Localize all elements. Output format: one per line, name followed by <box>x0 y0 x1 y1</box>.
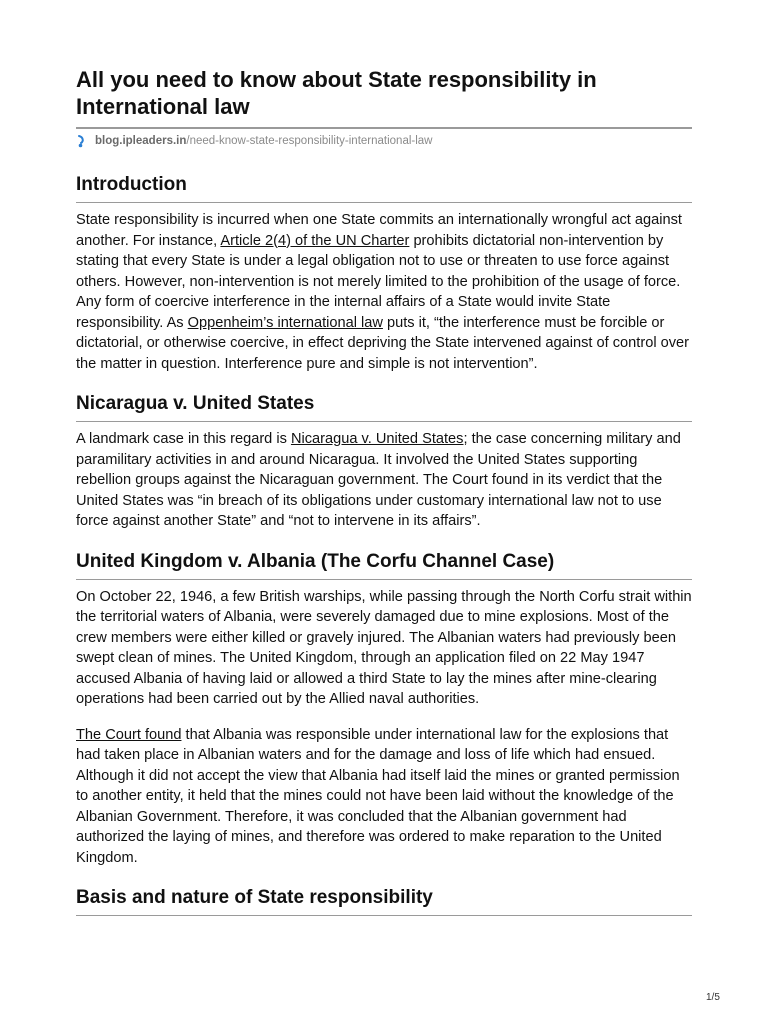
section-heading-corfu: United Kingdom v. Albania (The Corfu Channel Case) <box>76 550 555 572</box>
intro-paragraph <box>76 210 692 374</box>
section-divider <box>76 579 692 580</box>
section-heading-basis: Basis and nature of State responsibility <box>76 887 433 908</box>
un-charter-link[interactable]: Article 2(4) of the UN Charter <box>220 232 410 249</box>
court-found-link[interactable]: The Court found <box>76 726 182 743</box>
section-heading-introduction: Introduction <box>76 174 187 195</box>
nicaragua-case-link[interactable]: Nicaragua v. United States <box>290 431 464 447</box>
corfu-text-2: that Albania was responsible under international law for the explosions that had taken place in Albanian waters and for the damage and loss of life which had ensued. Although it did not accept the view that Albania had itself laid the mines or granted permission to another entity, it held that the mines could not have been laid without the knowledge of the Albanian Government. Therefore, it was concluded that the Albanian government had authorized the laying of mines, and therefore was ordered to make reparation to the United Kingdom. <box>76 726 680 866</box>
corfu-paragraph-2 <box>76 725 692 869</box>
intro-text-1: State responsibility is incurred when one State commits an internationally wrongful act against another. For instance, <box>76 212 682 249</box>
section-divider <box>76 421 692 422</box>
source-path: /need-know-state-responsibility-international-law <box>186 135 433 147</box>
nicaragua-paragraph <box>76 429 692 532</box>
link-icon <box>76 134 88 148</box>
intro-text-2: prohibits dictatorial non-intervention by stating that every State is under a legal obligation not to use or threaten to use force against others. However, non-intervention is not merely limited to the prohibition of the usage of force. Any form of coercive interference in the internal affairs of a State would invite State responsibility. As <box>76 232 681 331</box>
title-divider <box>76 127 692 129</box>
page-number: 1/5 <box>706 992 720 1003</box>
article <box>76 0 692 916</box>
intro-text-3: puts it, “the interference must be forcible or dictatorial, or otherwise coercive, in effect depriving the State intervened against of control over the matter in question. Interference pure and simple is not intervention”. <box>76 314 690 372</box>
section-divider <box>76 202 692 203</box>
source-domain: blog.ipleaders.in <box>95 135 187 147</box>
oppenheim-link[interactable]: Oppenheim’s international law <box>187 314 383 331</box>
nicaragua-text-2: ; the case concerning military and paramilitary activities in and around Nicaragua. It involved the United States supporting rebellion groups against the Nicaraguan government. The Court found in its verdict that the United States was “in breach of its obligations under customary international law not to use force against another State” and “not to intervene in its affairs”. <box>76 431 681 529</box>
section-heading-nicaragua: Nicaragua v. United States <box>76 393 315 414</box>
source-url[interactable] <box>76 133 692 149</box>
section-divider <box>76 915 692 916</box>
page-title: All you need to know about State responsibility in International law <box>76 67 597 119</box>
corfu-paragraph-1: On October 22, 1946, a few British warships, while passing through the North Corfu strait within the territorial waters of Albania, were severely damaged due to mine explosions. Most of the crew members were either killed or gravely injured. The Albanian waters had previously been swept clean of mines. The United Kingdom, through an application filed on 22 May 1947 accused Albania of having laid or allowed a third State to lay the mines after mine-clearing operations had been carried out by the Allied naval authorities. <box>76 588 692 707</box>
nicaragua-text-1: A landmark case in this regard is <box>76 431 291 447</box>
